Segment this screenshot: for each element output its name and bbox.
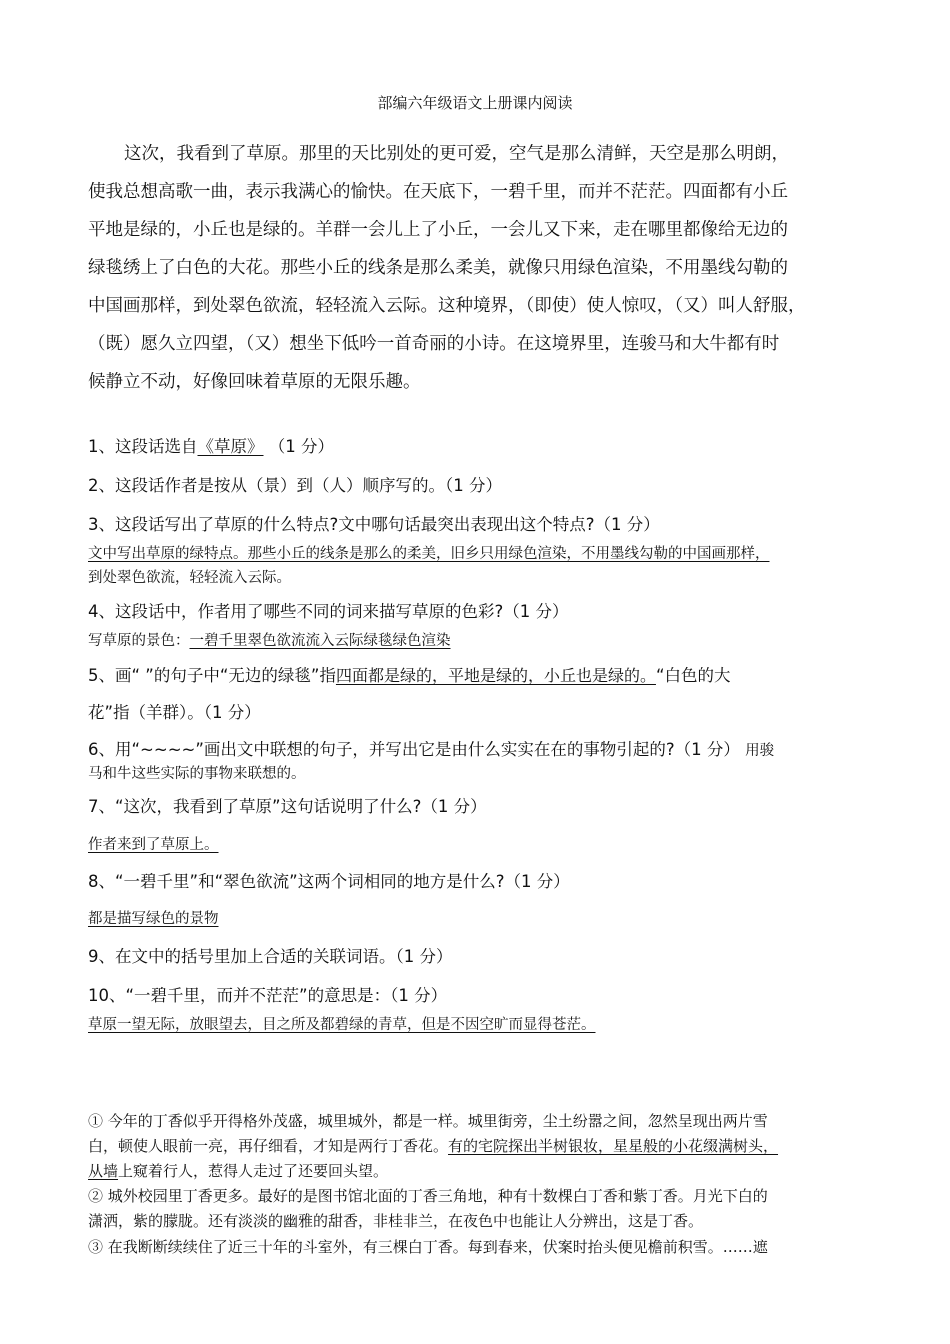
question-6-prompt: 6、用“~~~~”画出文中联想的句子，并写出它是由什么实实在在的事物引起的?（1 分） xyxy=(88,740,740,759)
passage2-line: ③ 在我断断续续住了近三十年的斗室外，有三棵白丁香。每到春来，伏案时抬头便见檐前积雪。……遮 xyxy=(88,1238,768,1256)
passage2-line: 潇洒，紫的朦胧。还有淡淡的幽雅的甜香，非桂非兰，在夜色中也能让人分辨出，这是丁香。 xyxy=(88,1212,704,1230)
question-8: 8、“一碧千里”和“翠色欲流”这两个词相同的地方是什么?（1 分） xyxy=(88,872,570,891)
question-1-prompt: 1、这段话选自 xyxy=(88,437,198,456)
passage-line: 候静立不动，好像回味着草原的无限乐趣。 xyxy=(88,372,421,392)
question-7: 7、“这次，我看到了草原”这句话说明了什么?（1 分） xyxy=(88,797,487,816)
question-5-prompt-tail: “白色的大 xyxy=(655,666,731,685)
question-5-line2: 花”指（羊群）。（1 分） xyxy=(88,703,261,722)
question-5-answer: 四面都是绿的，平地是绿的，小丘也是绿的。 xyxy=(335,666,656,685)
question-10-answer: 草原一望无际，放眼望去，目之所及都碧绿的青草，但是不因空旷而显得苍茫。 xyxy=(88,1017,596,1033)
answer-label: 写草原的景色： xyxy=(88,633,190,649)
question-7-answer: 作者来到了草原上。 xyxy=(88,837,219,853)
question-9: 9、在文中的括号里加上合适的关联词语。（1 分） xyxy=(88,947,453,966)
question-3-answer: 文中写出草原的绿特点。那些小丘的线条是那么的柔美，旧乡只用绿色渲染，不用墨线勾勒的中国画那样， xyxy=(88,546,770,562)
question-2: 2、这段话作者是按从（景）到（人）顺序写的。（1 分） xyxy=(88,476,502,495)
passage-line: （既）愿久立四望，（又）想坐下低吟一首奇丽的小诗。在这境界里，连骏马和大牛都有时 xyxy=(88,334,780,354)
passage2-line xyxy=(88,1160,388,1181)
question-4: 4、这段话中，作者用了哪些不同的词来描写草原的色彩?（1 分） xyxy=(88,602,569,621)
question-1-answer: 《草原》 xyxy=(197,437,264,456)
question-1-score: （1 分） xyxy=(268,437,334,456)
question-8-answer: 都是描写绿色的景物 xyxy=(88,911,219,927)
question-6-answer-line2: 马和牛这些实际的事物来联想的。 xyxy=(88,766,306,782)
passage2-line: ① 今年的丁香似乎开得格外茂盛，城里城外，都是一样。城里街旁，尘土纷嚣之间，忽然呈现出两片雪 xyxy=(88,1112,768,1130)
question-3: 3、这段话写出了草原的什么特点?文中哪句话最突出表现出这个特点?（1 分） xyxy=(88,515,660,534)
passage-line: 绿毯绣上了白色的大花。那些小丘的线条是那么柔美，就像只用绿色渲染，不用墨线勾勒的 xyxy=(88,258,788,278)
passage2-underlined: 从墙 xyxy=(88,1162,119,1180)
passage-line: 使我总想高歌一曲，表示我满心的愉快。在天底下，一碧千里，而并不茫茫。四面都有小丘 xyxy=(88,182,788,202)
passage2-line xyxy=(88,1135,778,1156)
page-title: 部编六年级语文上册课内阅读 xyxy=(377,94,573,112)
passage2-line: ② 城外校园里丁香更多。最好的是图书馆北面的丁香三角地，种有十数棵白丁香和紫丁香。月光下白的 xyxy=(88,1187,768,1205)
passage-line: 这次，我看到了草原。那里的天比别处的更可爱，空气是那么清鲜，天空是那么明朗， xyxy=(124,144,789,164)
question-6 xyxy=(88,736,774,760)
question-5 xyxy=(88,662,731,686)
passage-line: 中国画那样，到处翠色欲流，轻轻流入云际。这种境界，（即使）使人惊叹，（又）叫人舒服， xyxy=(88,296,806,316)
passage2-underlined: 有的宅院探出半树银妆，星星般的小花缀满树头， xyxy=(448,1137,779,1155)
question-3-answer: 到处翠色欲流，轻轻流入云际。 xyxy=(88,570,291,586)
passage-line: 平地是绿的，小丘也是绿的。羊群一会儿上了小丘，一会儿又下来，走在哪里都像给无边的 xyxy=(88,220,788,240)
question-6-answer: 用骏 xyxy=(745,743,775,759)
answer-text: 一碧千里翠色欲流流入云际绿毯绿色渲染 xyxy=(189,633,451,649)
question-5-prompt: 5、画“ ”的句子中“无边的绿毯”指 xyxy=(88,666,336,685)
question-4-answer xyxy=(88,629,451,650)
question-1 xyxy=(88,433,334,457)
passage2-text: 白，顿使人眼前一亮，再仔细看，才知是两行丁香花。 xyxy=(88,1137,449,1155)
passage2-text: 上窥着行人，惹得人走过了还要回头望。 xyxy=(118,1162,389,1180)
question-10: 10、“一碧千里，而并不茫茫”的意思是：（1 分） xyxy=(88,986,448,1005)
